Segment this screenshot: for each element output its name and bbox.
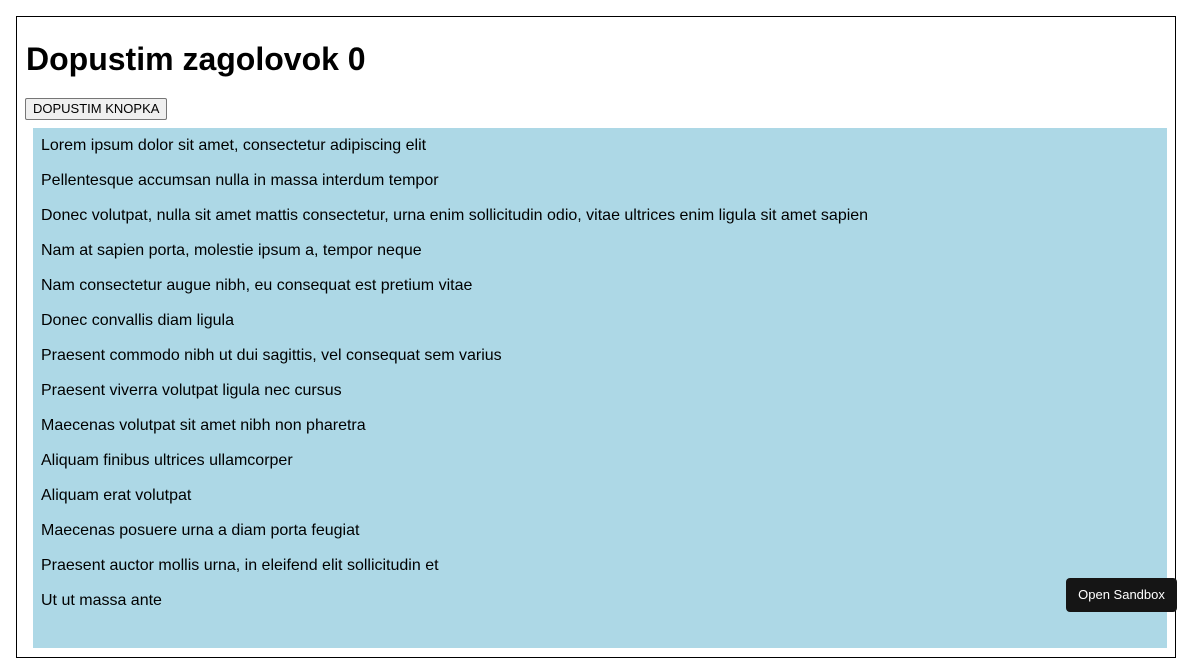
page-title: Dopustim zagolovok 0 xyxy=(26,41,366,77)
list-item: Pellentesque accumsan nulla in massa interdum tempor xyxy=(41,172,439,189)
list-item: Ut ut massa ante xyxy=(41,592,162,609)
list-item: Nam consectetur augue nibh, eu consequat est pretium vitae xyxy=(41,277,473,294)
list-item: Aliquam erat volutpat xyxy=(41,487,192,504)
list-item: Praesent viverra volutpat ligula nec cursus xyxy=(41,382,342,399)
list-panel xyxy=(33,128,1167,648)
list-item: Donec volutpat, nulla sit amet mattis consectetur, urna enim sollicitudin odio, vitae ultrices enim ligula sit amet sapien xyxy=(41,207,869,224)
list-item: Maecenas volutpat sit amet nibh non pharetra xyxy=(41,417,366,434)
list-item: Maecenas posuere urna a diam porta feugiat xyxy=(41,522,360,539)
list-item: Praesent auctor mollis urna, in eleifend elit sollicitudin et xyxy=(41,557,439,574)
text-list xyxy=(33,128,1167,618)
list-item: Nam at sapien porta, molestie ipsum a, tempor neque xyxy=(41,242,422,259)
list-item: Donec convallis diam ligula xyxy=(41,312,234,329)
preview-frame xyxy=(16,16,1176,658)
list-item: Aliquam finibus ultrices ullamcorper xyxy=(41,452,293,469)
list-item: Praesent commodo nibh ut dui sagittis, vel consequat sem varius xyxy=(41,347,502,364)
list-item: Lorem ipsum dolor sit amet, consectetur adipiscing elit xyxy=(41,137,427,154)
dopustim-button[interactable]: DOPUSTIM KNOPKA xyxy=(25,98,167,120)
open-sandbox-button[interactable]: Open Sandbox xyxy=(1066,578,1177,612)
